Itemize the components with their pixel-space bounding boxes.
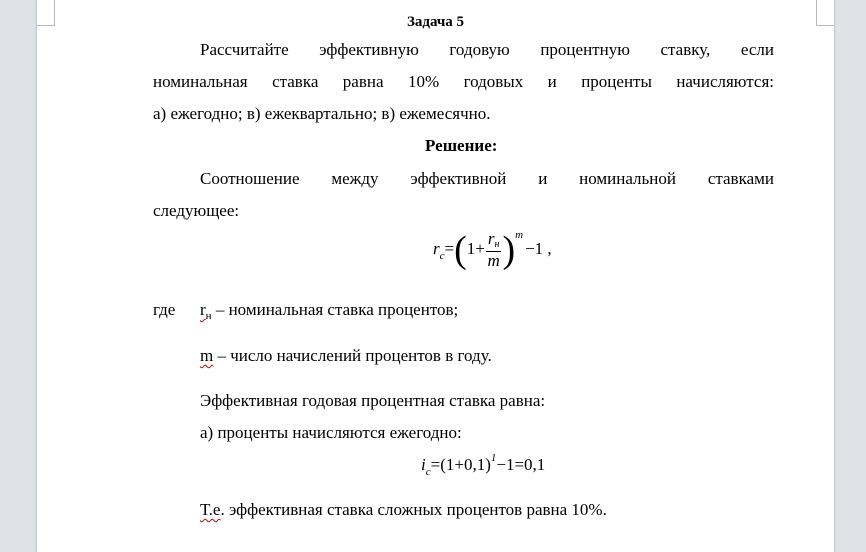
- effective-rate-line: Эффективная годовая процентная ставка равна:: [200, 391, 546, 410]
- conclusion-line: [200, 500, 607, 520]
- legend-m-line: [200, 346, 492, 366]
- conclusion-text: . эффективная ставка сложных процентов равна 10%.: [220, 500, 607, 519]
- problem-line-1: Рассчитайте эффективную годовую процентную ставку, если: [200, 40, 774, 59]
- formula1-one: 1+: [466, 238, 485, 258]
- formula-case-a: [421, 452, 546, 478]
- formula1-close-paren: ): [502, 229, 516, 271]
- formula1-tail: −1 ,: [525, 238, 552, 258]
- task-title: Задача 5: [406, 14, 465, 30]
- formula-effective-rate: [433, 230, 552, 270]
- formula2-lhs-sub: c: [425, 466, 431, 478]
- formula1-lhs-sub: c: [439, 249, 445, 262]
- legend-m-symbol: m: [200, 346, 214, 365]
- legend-where: где: [153, 300, 176, 319]
- formula2-lhs: i: [421, 455, 426, 474]
- solution-heading: Решение:: [425, 136, 498, 155]
- formula2-rhs-close: −1=0,1: [496, 455, 546, 474]
- case-a-line: а) проценты начисляются ежегодно:: [200, 423, 462, 442]
- legend-r-text: – номинальная ставка процентов;: [211, 300, 459, 319]
- problem-line-2: номинальная ставка равна 10% годовых и проценты начисляются:: [153, 72, 774, 91]
- formula1-eq: =: [444, 238, 455, 258]
- formula2-rhs-open: =(1+0,1): [430, 455, 491, 474]
- formula2-power: 1: [490, 452, 497, 464]
- legend-r-symbol: $r_н$: [200, 300, 212, 322]
- intro-line-1: Соотношение между эффективной и номинальной ставками: [200, 169, 774, 188]
- formula1-fraction: [486, 230, 502, 270]
- document-page: [37, 0, 834, 552]
- formula1-denominator: m: [487, 251, 500, 270]
- formula1-power: m: [515, 228, 524, 241]
- conclusion-abbr: Т.е: [200, 500, 221, 519]
- intro-line-2: следующее:: [153, 201, 240, 220]
- formula1-numerator: rн: [487, 229, 500, 250]
- formula1-open-paren: (: [454, 229, 467, 271]
- legend-m-text: – число начислений процентов в году.: [213, 346, 492, 365]
- problem-line-3: а) ежегодно; в) ежеквартально; в) ежемесячно.: [153, 104, 491, 123]
- formula1-lhs: r: [433, 238, 440, 258]
- legend-r-line: [200, 300, 458, 322]
